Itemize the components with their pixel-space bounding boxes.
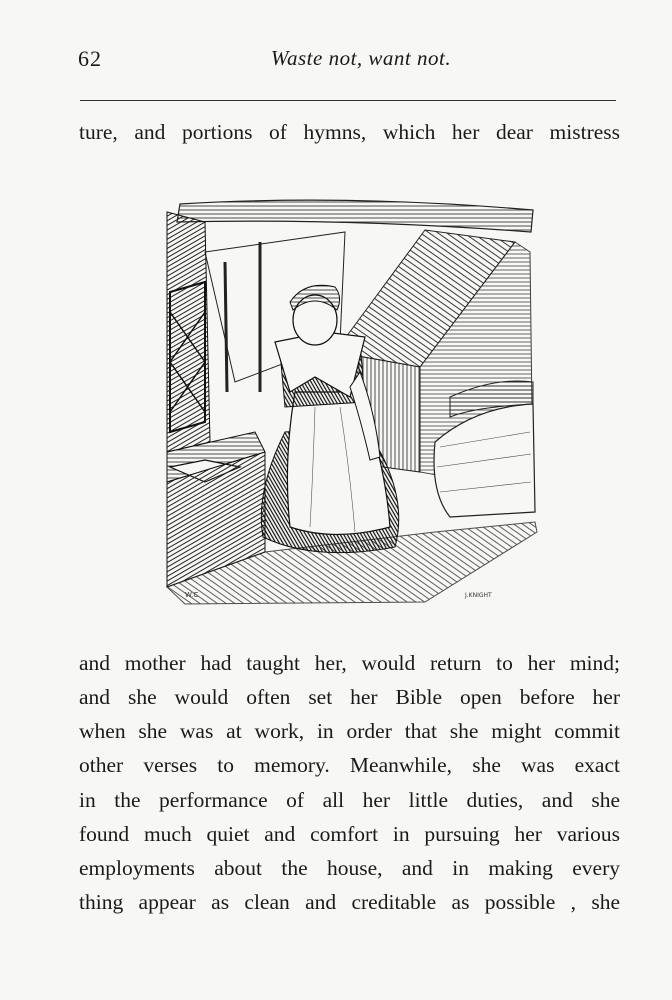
page-number: 62 [78, 46, 102, 71]
text-line-9: thing appear as clean and creditable as possible , she [79, 890, 620, 914]
text-line-8: employments about the house, and in making every [79, 856, 620, 880]
svg-text:J.KNIGHT: J.KNIGHT [465, 592, 492, 599]
text-line-6: in the performance of all her little duties, and she [79, 788, 620, 812]
text-line-3: and she would often set her Bible open before her [79, 685, 620, 709]
text-line-1: ture, and portions of hymns, which her dear mistress [79, 120, 620, 144]
text-line-7: found much quiet and comfort in pursuing her various [79, 822, 620, 846]
illustration [165, 192, 541, 610]
engraving-maid-in-attic-room-icon [165, 192, 541, 610]
svg-text:W.C: W.C [185, 591, 199, 599]
header-rule [80, 100, 616, 101]
text-line-2: and mother had taught her, would return to her mind; [79, 651, 620, 675]
page-header [78, 46, 618, 80]
text-line-4: when she was at work, in order that she might commit [79, 719, 620, 743]
text-line-5: other verses to memory. Meanwhile, she was exact [79, 753, 620, 777]
running-head: Waste not, want not. [270, 46, 452, 70]
